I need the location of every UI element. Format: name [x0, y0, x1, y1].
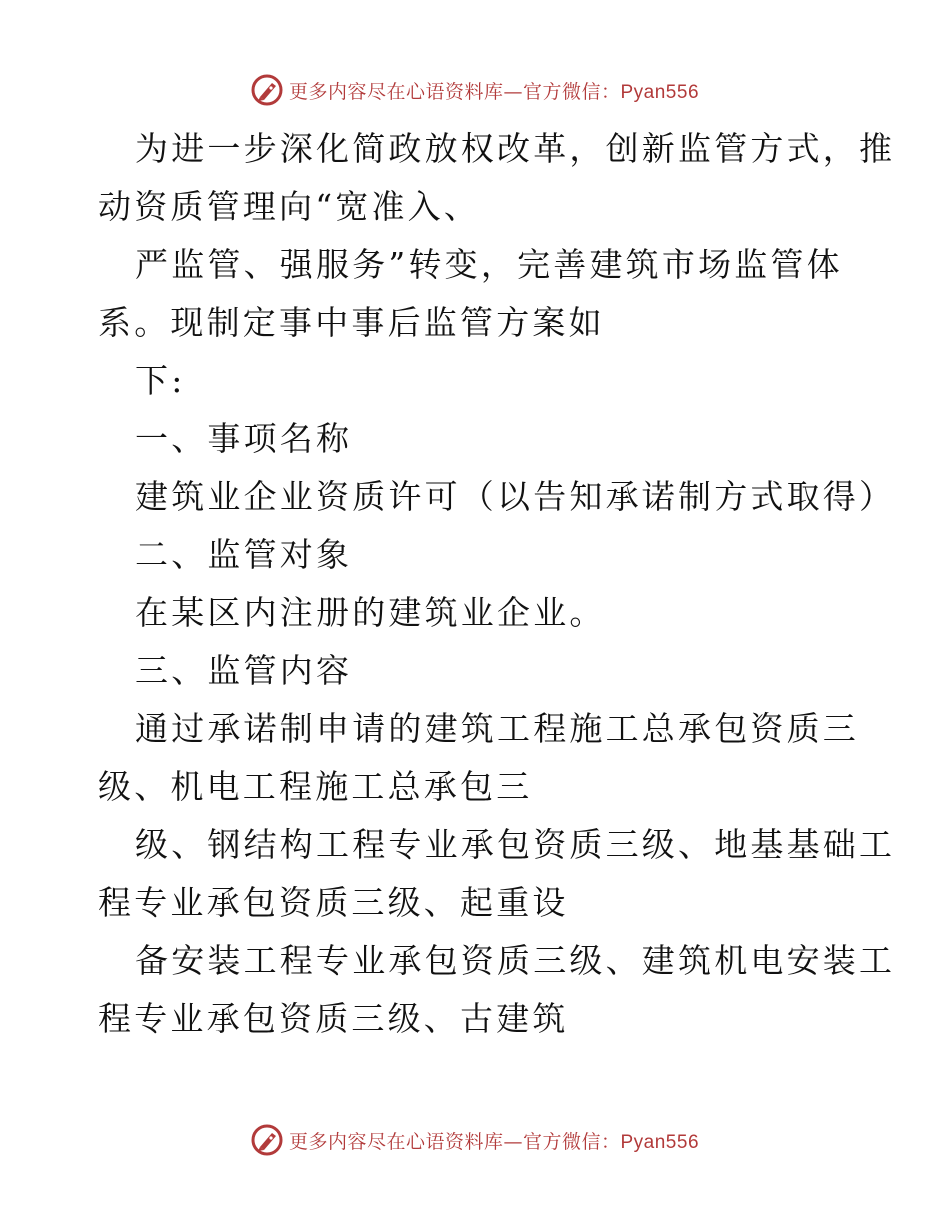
text-line: 为进一步深化简政放权改革，创新监管方式，推 — [135, 129, 896, 168]
text-line: 通过承诺制申请的建筑工程施工总承包资质三 — [135, 709, 859, 748]
text-line: 在某区内注册的建筑业企业。 — [135, 593, 606, 632]
watermark-header — [0, 70, 950, 110]
text-line: 级、机电工程施工总承包三 — [98, 767, 533, 806]
wechat-id: Pyan556 — [620, 81, 700, 103]
text-line: 级、钢结构工程专业承包资质三级、地基基础工 — [135, 825, 896, 864]
text-line: 建筑业企业资质许可（以告知承诺制方式取得） — [135, 477, 896, 516]
text-line: 程专业承包资质三级、古建筑 — [98, 999, 569, 1038]
text-line: 动资质管理向“宽准入、 — [98, 187, 481, 226]
pen-logo-icon — [251, 74, 283, 106]
text-line: 下: — [135, 361, 186, 400]
pen-logo-icon — [251, 1124, 283, 1156]
text-line: 系。现制定事中事后监管方案如 — [98, 303, 605, 342]
section-heading: 二、监管对象 — [135, 535, 353, 574]
watermark-footer — [0, 1120, 950, 1160]
text-line: 程专业承包资质三级、起重设 — [98, 883, 569, 922]
watermark-text: 更多内容尽在心语资料库—官方微信：Pyan556 — [288, 1130, 700, 1153]
watermark-text: 更多内容尽在心语资料库—官方微信：Pyan556 — [288, 80, 700, 103]
text-line: 严监管、强服务”转变，完善建筑市场监管体 — [135, 245, 843, 284]
section-heading: 三、监管内容 — [135, 651, 353, 690]
section-heading: 一、事项名称 — [135, 419, 353, 458]
text-line: 备安装工程专业承包资质三级、建筑机电安装工 — [135, 941, 896, 980]
wechat-id: Pyan556 — [620, 1131, 700, 1153]
